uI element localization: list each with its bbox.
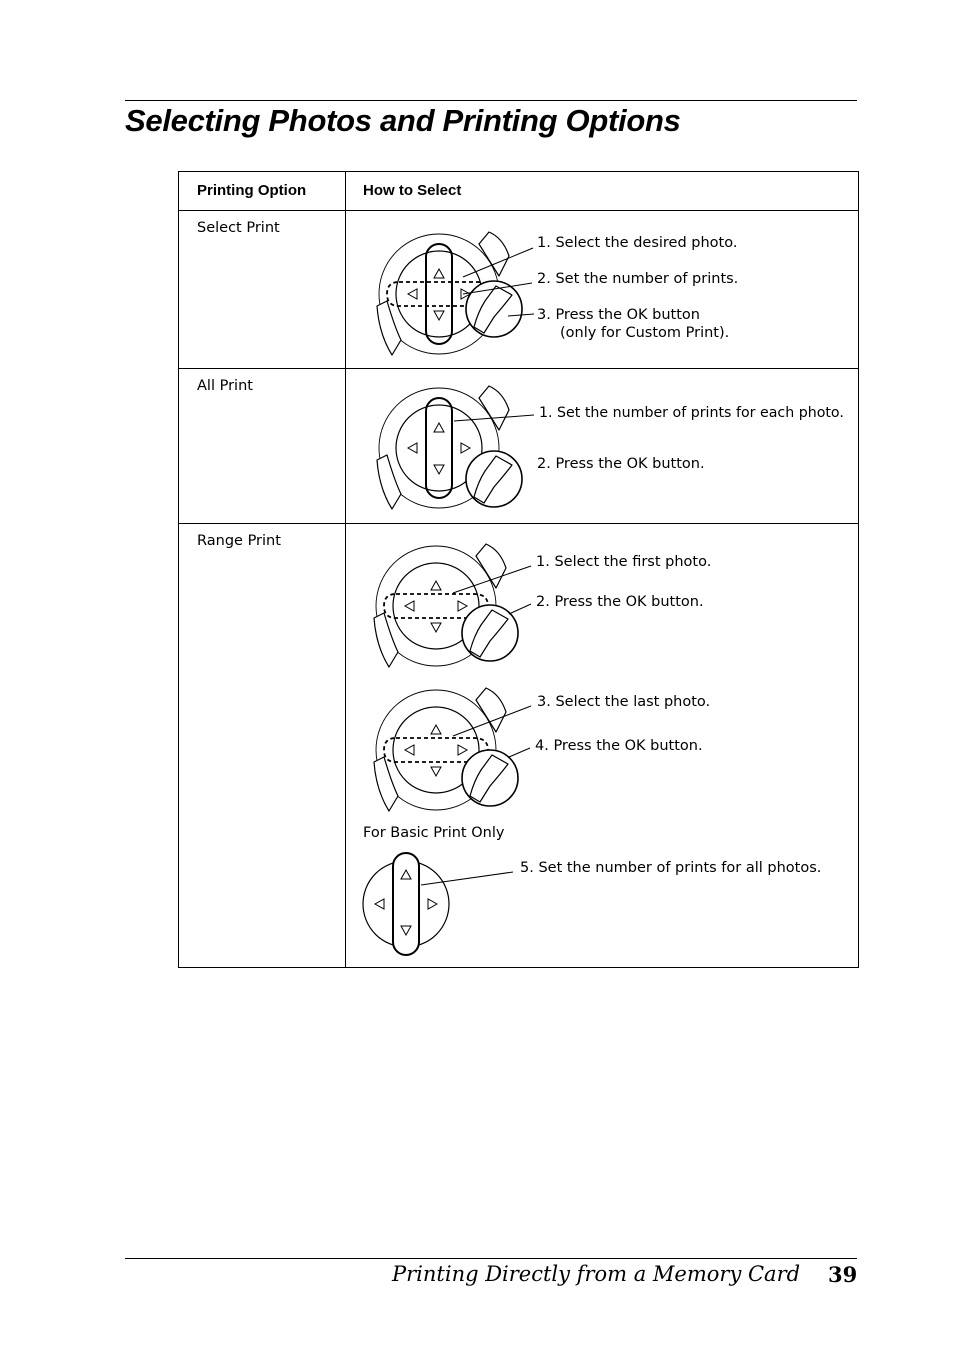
step-text: 3. Select the last photo. [537, 694, 711, 710]
page-title: Selecting Photos and Printing Options [125, 103, 681, 138]
basic-print-note: For Basic Print Only [363, 825, 505, 841]
table-row [179, 211, 859, 369]
range-print-diagram [346, 524, 859, 968]
step-text: (only for Custom Print). [560, 325, 730, 341]
how-all-print [346, 369, 859, 524]
select-print-diagram [346, 211, 859, 369]
option-range-print: Range Print [179, 524, 346, 968]
option-all-print: All Print [179, 369, 346, 524]
step-text: 1. Select the desired photo. [537, 235, 738, 251]
step-text: 5. Set the number of prints for all photos. [520, 860, 822, 876]
footer-title: Printing Directly from a Memory Card [392, 1262, 801, 1286]
table-row [179, 369, 859, 524]
callout-line [509, 748, 530, 757]
footer-rule [125, 1258, 857, 1259]
page-number: 39 [828, 1262, 858, 1287]
header-printing-option: Printing Option [179, 172, 346, 211]
header-how-to-select: How to Select [346, 172, 859, 211]
how-select-print [346, 211, 859, 369]
printing-options-table [178, 171, 859, 968]
step-text: 2. Set the number of prints. [537, 271, 739, 287]
step-text: 4. Press the OK button. [535, 738, 703, 754]
step-text: 2. Press the OK button. [537, 456, 705, 472]
table-row [179, 524, 859, 968]
table-header-row [179, 172, 859, 211]
step-text: 1. Set the number of prints for each photo. [539, 405, 844, 421]
step-text: 1. Select the first photo. [536, 554, 712, 570]
ok-button-icon [466, 451, 522, 507]
step-text: 3. Press the OK button [537, 307, 700, 323]
all-print-diagram [346, 369, 859, 524]
step-text: 2. Press the OK button. [536, 594, 704, 610]
option-select-print: Select Print [179, 211, 346, 369]
callout-line [509, 604, 531, 614]
ok-button-icon [462, 750, 518, 806]
how-range-print [346, 524, 859, 968]
arrow-pad-icon [363, 853, 449, 955]
